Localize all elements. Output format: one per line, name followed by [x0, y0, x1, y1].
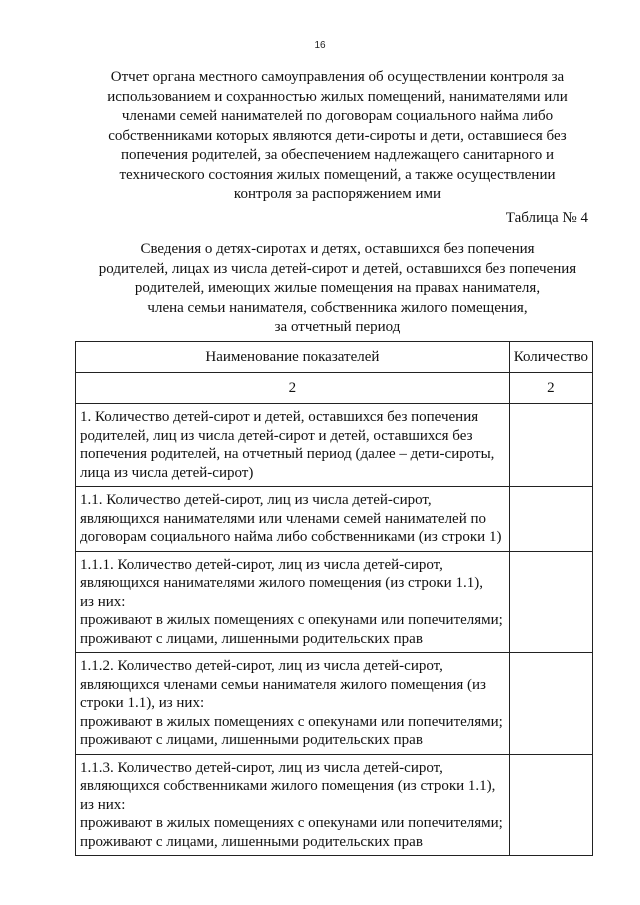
table-row: [76, 754, 593, 856]
row-qty: [509, 404, 592, 487]
row-line: проживают с лицами, лишенными родительских прав: [80, 833, 423, 850]
header-name: Наименование показателей: [76, 342, 510, 373]
row-qty: [509, 551, 592, 653]
header-qty: Количество: [509, 342, 592, 373]
row-line: являющихся собственниками жилого помещения (из строки 1.1),: [80, 778, 496, 794]
report-title-line: попечения родителей, за обеспечением надлежащего санитарного и: [120, 147, 555, 163]
table-header-row: [76, 342, 593, 373]
row-label: [76, 551, 510, 653]
row-line: являющихся нанимателями жилого помещения (из строки 1.1),: [80, 575, 483, 591]
row-line: из них:: [80, 796, 126, 813]
row-line: являющихся нанимателями или членами семей нанимателей по: [80, 510, 487, 527]
table-title-line: родителей, лицах из числа детей-сирот и детей, оставшихся без попечения: [98, 260, 577, 277]
report-title-line: использованием и сохранностью жилых помещений, нанимателями или: [107, 88, 568, 105]
numbering-qty: 2: [509, 373, 592, 404]
row-line: 1.1.3. Количество детей-сирот, лиц из числа детей-сирот,: [80, 759, 443, 776]
report-table: [75, 341, 593, 856]
table-row: [76, 487, 593, 552]
table-row: [76, 404, 593, 487]
table-title-line: члена семьи нанимателя, собственника жилого помещения,: [147, 299, 528, 316]
row-qty: [509, 653, 592, 755]
row-line: 1.1.1. Количество детей-сирот, лиц из числа детей-сирот,: [80, 556, 443, 573]
row-line: проживают с лицами, лишенными родительских прав: [80, 630, 423, 647]
page-number: 16: [314, 40, 326, 51]
row-label: [76, 653, 510, 755]
report-title-line: собственниками которых являются дети-сироты и дети, оставшиеся без: [108, 127, 567, 144]
row-label: [76, 404, 510, 487]
report-title-line: членами семей нанимателей по договорам социального найма либо: [121, 108, 554, 124]
table-row: [76, 551, 593, 653]
table-row: [76, 653, 593, 755]
row-line: родителей, лиц из числа детей-сирот и детей, оставшихся без: [80, 427, 473, 444]
row-line: 1.1. Количество детей-сирот, лиц из числа детей-сирот,: [80, 492, 432, 508]
row-line: строки 1.1), из них:: [80, 695, 205, 711]
table-title-line: Сведения о детях-сиротах и детях, оставшихся без попечения: [140, 241, 535, 257]
row-label: [76, 754, 510, 856]
table-number: Таблица № 4: [505, 210, 588, 226]
report-title-line: контроля за распоряжением ими: [233, 186, 442, 202]
row-line: лица из числа детей-сирот): [80, 464, 254, 481]
table-title-line: родителей, имеющих жилые помещения на правах нанимателя,: [134, 280, 541, 296]
row-line: договорам социального найма либо собственниками (из строки 1): [80, 529, 502, 545]
row-label: [76, 487, 510, 552]
table-title-line: за отчетный период: [274, 319, 401, 335]
numbering-name: 2: [76, 373, 510, 404]
row-line: проживают в жилых помещениях с опекунами или попечителями;: [80, 815, 503, 831]
row-line: проживают в жилых помещениях с опекунами или попечителями;: [80, 612, 503, 628]
row-line: проживают в жилых помещениях с опекунами или попечителями;: [80, 713, 503, 730]
report-title-line: технического состояния жилых помещений, а также осуществлении: [119, 166, 556, 183]
row-line: 1.1.2. Количество детей-сирот, лиц из числа детей-сирот,: [80, 658, 443, 674]
table-numbering-row: [76, 373, 593, 404]
report-title: [60, 68, 615, 205]
table-title: [60, 240, 615, 338]
row-line: из них:: [80, 593, 126, 610]
row-line: проживают с лицами, лишенными родительских прав: [80, 732, 423, 748]
report-title-line: Отчет органа местного самоуправления об осуществлении контроля за: [110, 69, 565, 85]
row-line: являющихся членами семьи нанимателя жилого помещения (из: [80, 676, 486, 693]
row-line: попечения родителей, на отчетный период (далее – дети-сироты,: [80, 446, 495, 462]
row-qty: [509, 754, 592, 856]
row-line: 1. Количество детей-сирот и детей, оставшихся без попечения: [80, 409, 479, 425]
row-qty: [509, 487, 592, 552]
